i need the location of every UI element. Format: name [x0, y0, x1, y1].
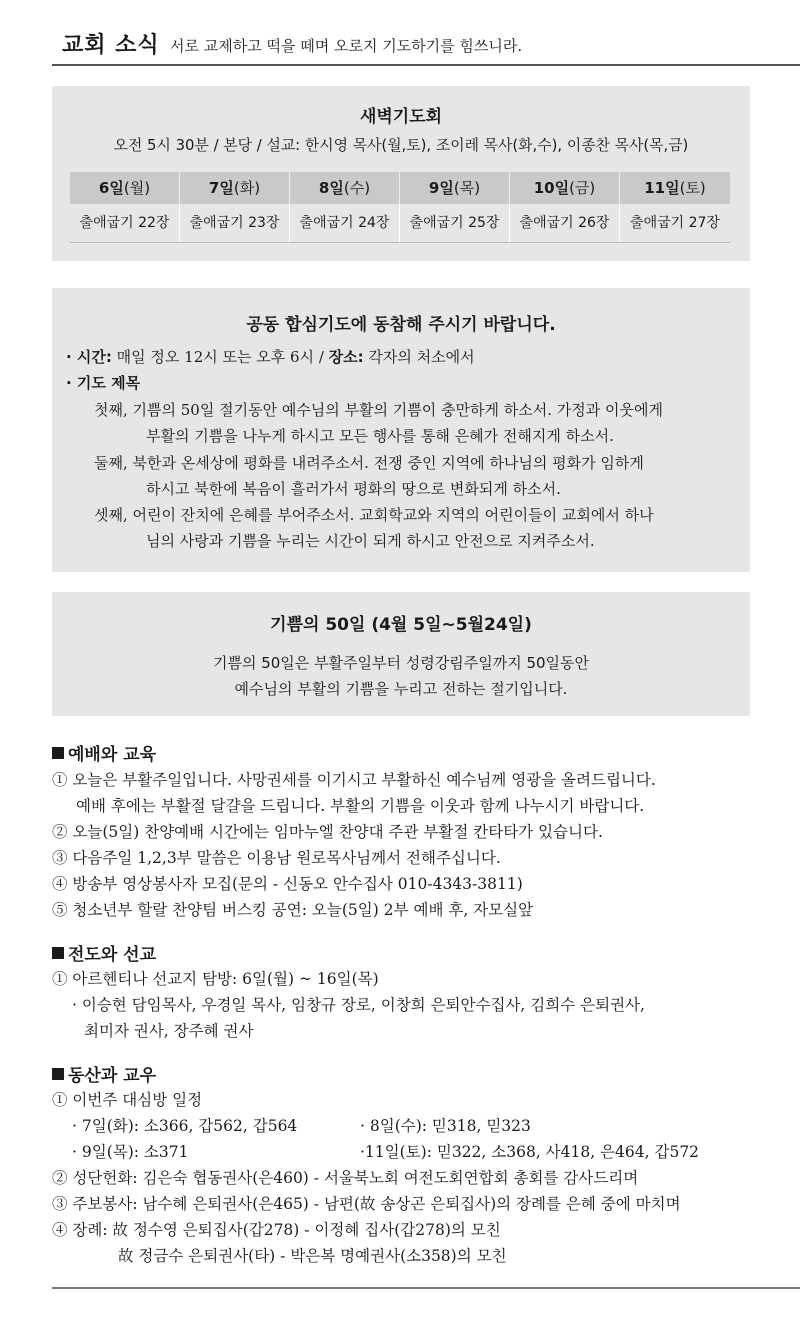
worship-line: ⑤ 청소년부 할랄 찬양팀 버스킹 공연: 오늘(5일) 2부 예배 후, 자모실앞	[52, 901, 534, 919]
joint-prayer-box	[52, 288, 750, 572]
fellowship-line: ④ 장례: 故 정수영 은퇴집사(갑278) - 이정혜 집사(갑278)의 모친	[52, 1221, 501, 1239]
fifty-days-desc: 예수님의 부활의 기쁨을 누리고 전하는 절기입니다.	[234, 680, 568, 698]
page-subtitle: 서로 교제하고 떡을 떼며 오로지 기도하기를 힘쓰니라.	[170, 37, 523, 55]
fellowship-line: 故 정금수 은퇴권사(타) - 박은복 명예권사(소358)의 모친	[118, 1247, 507, 1265]
worship-line: ③ 다음주일 1,2,3부 말씀은 이용남 원로목사님께서 전해주십니다.	[52, 849, 501, 867]
fellowship-line: ③ 주보봉사: 남수혜 은퇴권사(은465) - 남편(故 송상곤 은퇴집사)의 장례를 은혜 중에 마치며	[52, 1195, 681, 1213]
worship-line: ② 오늘(5일) 찬양예배 시간에는 임마누엘 찬양대 주관 부활절 칸타타가 있습니다.	[52, 823, 603, 841]
dawn-prayer-box	[52, 86, 750, 261]
joint-prayer-time: · 시간: 매일 정오 12시 또는 오후 6시 / 장소: 각자의 처소에서	[66, 348, 475, 366]
page-title: 교회 소식	[62, 33, 160, 58]
schedule-day: 7일(화)	[180, 172, 290, 204]
worship-line: ① 오늘은 부활주일입니다. 사망권세를 이기시고 부활하신 예수님께 영광을 올려드립니다.	[52, 771, 656, 789]
mission-line: 최미자 권사, 장주혜 권사	[84, 1022, 254, 1040]
schedule-reading: 출애굽기 25장	[400, 204, 510, 243]
header-divider	[52, 64, 800, 66]
dawn-schedule-table	[70, 172, 730, 243]
schedule-day: 8일(수)	[290, 172, 400, 204]
schedule-reading: 출애굽기 24장	[290, 204, 400, 243]
visit-schedule-item: · 8일(수): 믿318, 믿323	[360, 1117, 531, 1135]
worship-line: ④ 방송부 영상봉사자 모집(문의 - 신동오 안수집사 010-4343-3811)	[52, 875, 523, 893]
section-heading-worship: 예배와 교육	[52, 740, 156, 765]
worship-line: 예배 후에는 부활절 달걀을 드립니다. 부활의 기쁨을 이웃과 함께 나누시기 바랍니다.	[76, 797, 645, 815]
fifty-days-box	[52, 592, 750, 716]
prayer-topic-line: 님의 사랑과 기쁨을 누리는 시간이 되게 하시고 안전으로 지켜주소서.	[146, 532, 595, 550]
schedule-day: 9일(목)	[400, 172, 510, 204]
schedule-reading: 출애굽기 27장	[620, 204, 730, 243]
dawn-prayer-title: 새벽기도회	[359, 107, 443, 127]
section-heading-mission: 전도와 선교	[52, 940, 156, 965]
joint-prayer-title: 공동 합심기도에 동참해 주시기 바랍니다.	[246, 315, 556, 335]
square-bullet-icon	[52, 747, 64, 759]
square-bullet-icon	[52, 947, 64, 959]
square-bullet-icon	[52, 1068, 64, 1080]
footer-divider	[52, 1287, 800, 1289]
schedule-reading: 출애굽기 26장	[510, 204, 620, 243]
fifty-days-title: 기쁨의 50일 (4월 5일~5월24일)	[270, 615, 532, 635]
visit-schedule-item: ·11일(토): 믿322, 소368, 사418, 은464, 갑572	[360, 1143, 700, 1161]
visit-schedule-item: · 9일(목): 소371	[72, 1143, 189, 1161]
schedule-day: 10일(금)	[510, 172, 620, 204]
prayer-topic-line: 하시고 북한에 복음이 흘러가서 평화의 땅으로 변화되게 하소서.	[146, 480, 561, 498]
fellowship-line: ① 이번주 대심방 일정	[52, 1091, 203, 1109]
schedule-reading: 출애굽기 22장	[70, 204, 180, 243]
section-heading-fellowship: 동산과 교우	[52, 1061, 156, 1086]
prayer-topic-line: 둘째, 북한과 온세상에 평화를 내려주소서. 전쟁 중인 지역에 하나님의 평화가 임하게	[94, 454, 644, 472]
page-header	[62, 28, 748, 62]
prayer-topic-line: 첫째, 기쁨의 50일 절기동안 예수님의 부활의 기쁨이 충만하게 하소서. 가정과 이웃에게	[94, 401, 663, 419]
schedule-day: 11일(토)	[620, 172, 730, 204]
fellowship-line: ② 성단헌화: 김은숙 협동권사(은460) - 서울북노회 여전도회연합회 총회를 감사드리며	[52, 1169, 639, 1187]
prayer-topic-line: 부활의 기쁨을 나누게 하시고 모든 행사를 통해 은혜가 전해지게 하소서.	[146, 427, 614, 445]
prayer-topic-line: 셋째, 어린이 잔치에 은혜를 부어주소서. 교회학교와 지역의 어린이들이 교회에서 하나	[94, 506, 654, 524]
visit-schedule-item: · 7일(화): 소366, 갑562, 갑564	[72, 1117, 298, 1135]
mission-line: ① 아르헨티나 선교지 탐방: 6일(월) ~ 16일(목)	[52, 970, 379, 988]
dawn-prayer-info: 오전 5시 30분 / 본당 / 설교: 한시영 목사(월,토), 조이레 목사(화,수), 이종찬 목사(목,금)	[113, 136, 689, 154]
fifty-days-desc: 기쁨의 50일은 부활주일부터 성령강림주일까지 50일동안	[212, 654, 590, 672]
schedule-day: 6일(월)	[70, 172, 180, 204]
mission-line: · 이승현 담임목사, 우경일 목사, 임창규 장로, 이창희 은퇴안수집사, 김희수 은퇴권사,	[72, 996, 645, 1014]
prayer-topics-label: · 기도 제목	[66, 374, 141, 392]
schedule-reading: 출애굽기 23장	[180, 204, 290, 243]
